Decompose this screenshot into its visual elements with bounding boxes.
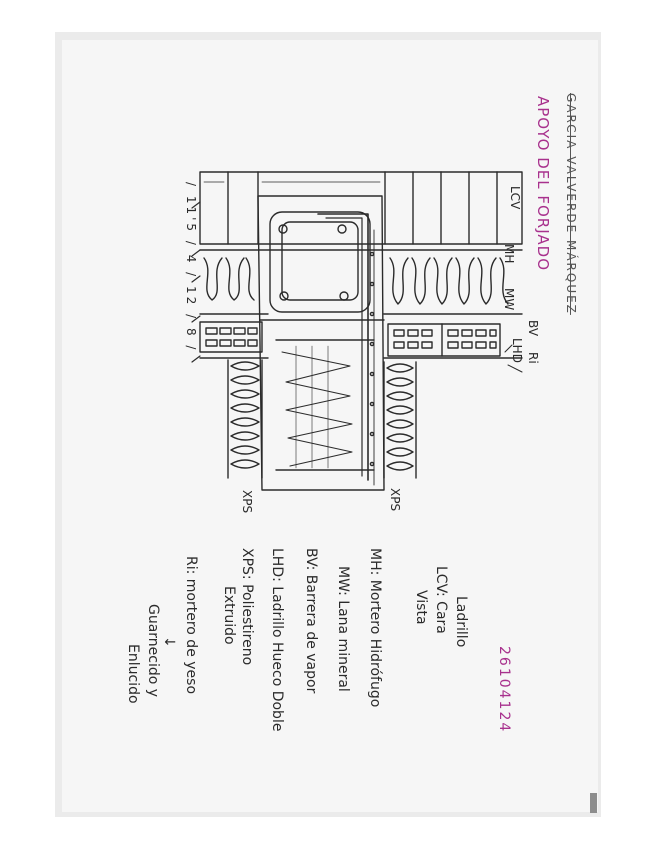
legend-lcv: LCV: Cara xyxy=(433,566,449,634)
label-mh: MH xyxy=(502,244,516,264)
label-bv: BV xyxy=(526,320,540,337)
lcv-brick-wall xyxy=(200,172,522,244)
legend-bv: BV: Barrera de vapor xyxy=(303,548,319,694)
legend-ri-cont2: Enlucido xyxy=(125,644,141,704)
legend-mw: MW: Lana mineral xyxy=(335,566,351,692)
label-xps-lower: XPS xyxy=(240,490,254,514)
student-name: GARCIA VALVERDE MÁRQUEZ xyxy=(564,93,578,315)
dimension-text: / 11'5 / 4 / 12 / 8 / xyxy=(184,182,198,353)
legend-ri-cont: Guarnecido y xyxy=(145,604,161,698)
xps-insulation-left xyxy=(228,360,262,478)
legend-xps: XPS: Poliestireno xyxy=(239,548,255,666)
legend-lcv-cont: Vista xyxy=(413,590,429,625)
floor-slab xyxy=(258,196,384,490)
legend-ri: Ri: mortero de yeso xyxy=(183,556,199,695)
drawing-title: APOYO DEL FORJADO xyxy=(534,96,552,271)
label-mw: MW xyxy=(502,288,516,311)
label-lhd: LHD xyxy=(510,338,524,363)
label-xps-upper: XPS xyxy=(388,488,402,512)
legend-lhd: LHD: Ladrillo Hueco Doble xyxy=(269,548,285,732)
label-ri: Ri xyxy=(526,352,540,364)
xps-insulation-right xyxy=(384,362,416,478)
label-lcv: LCV xyxy=(508,186,522,210)
drawing-date: 26104124 xyxy=(496,646,512,734)
mw-insulation-band xyxy=(200,258,522,314)
legend-ladrillo: Ladrillo xyxy=(453,596,469,648)
legend-mh: MH: Mortero Hidrófugo xyxy=(367,548,383,708)
legend-arrow: ↓ xyxy=(161,636,177,648)
legend-xps-cont: Extruido xyxy=(221,586,237,645)
